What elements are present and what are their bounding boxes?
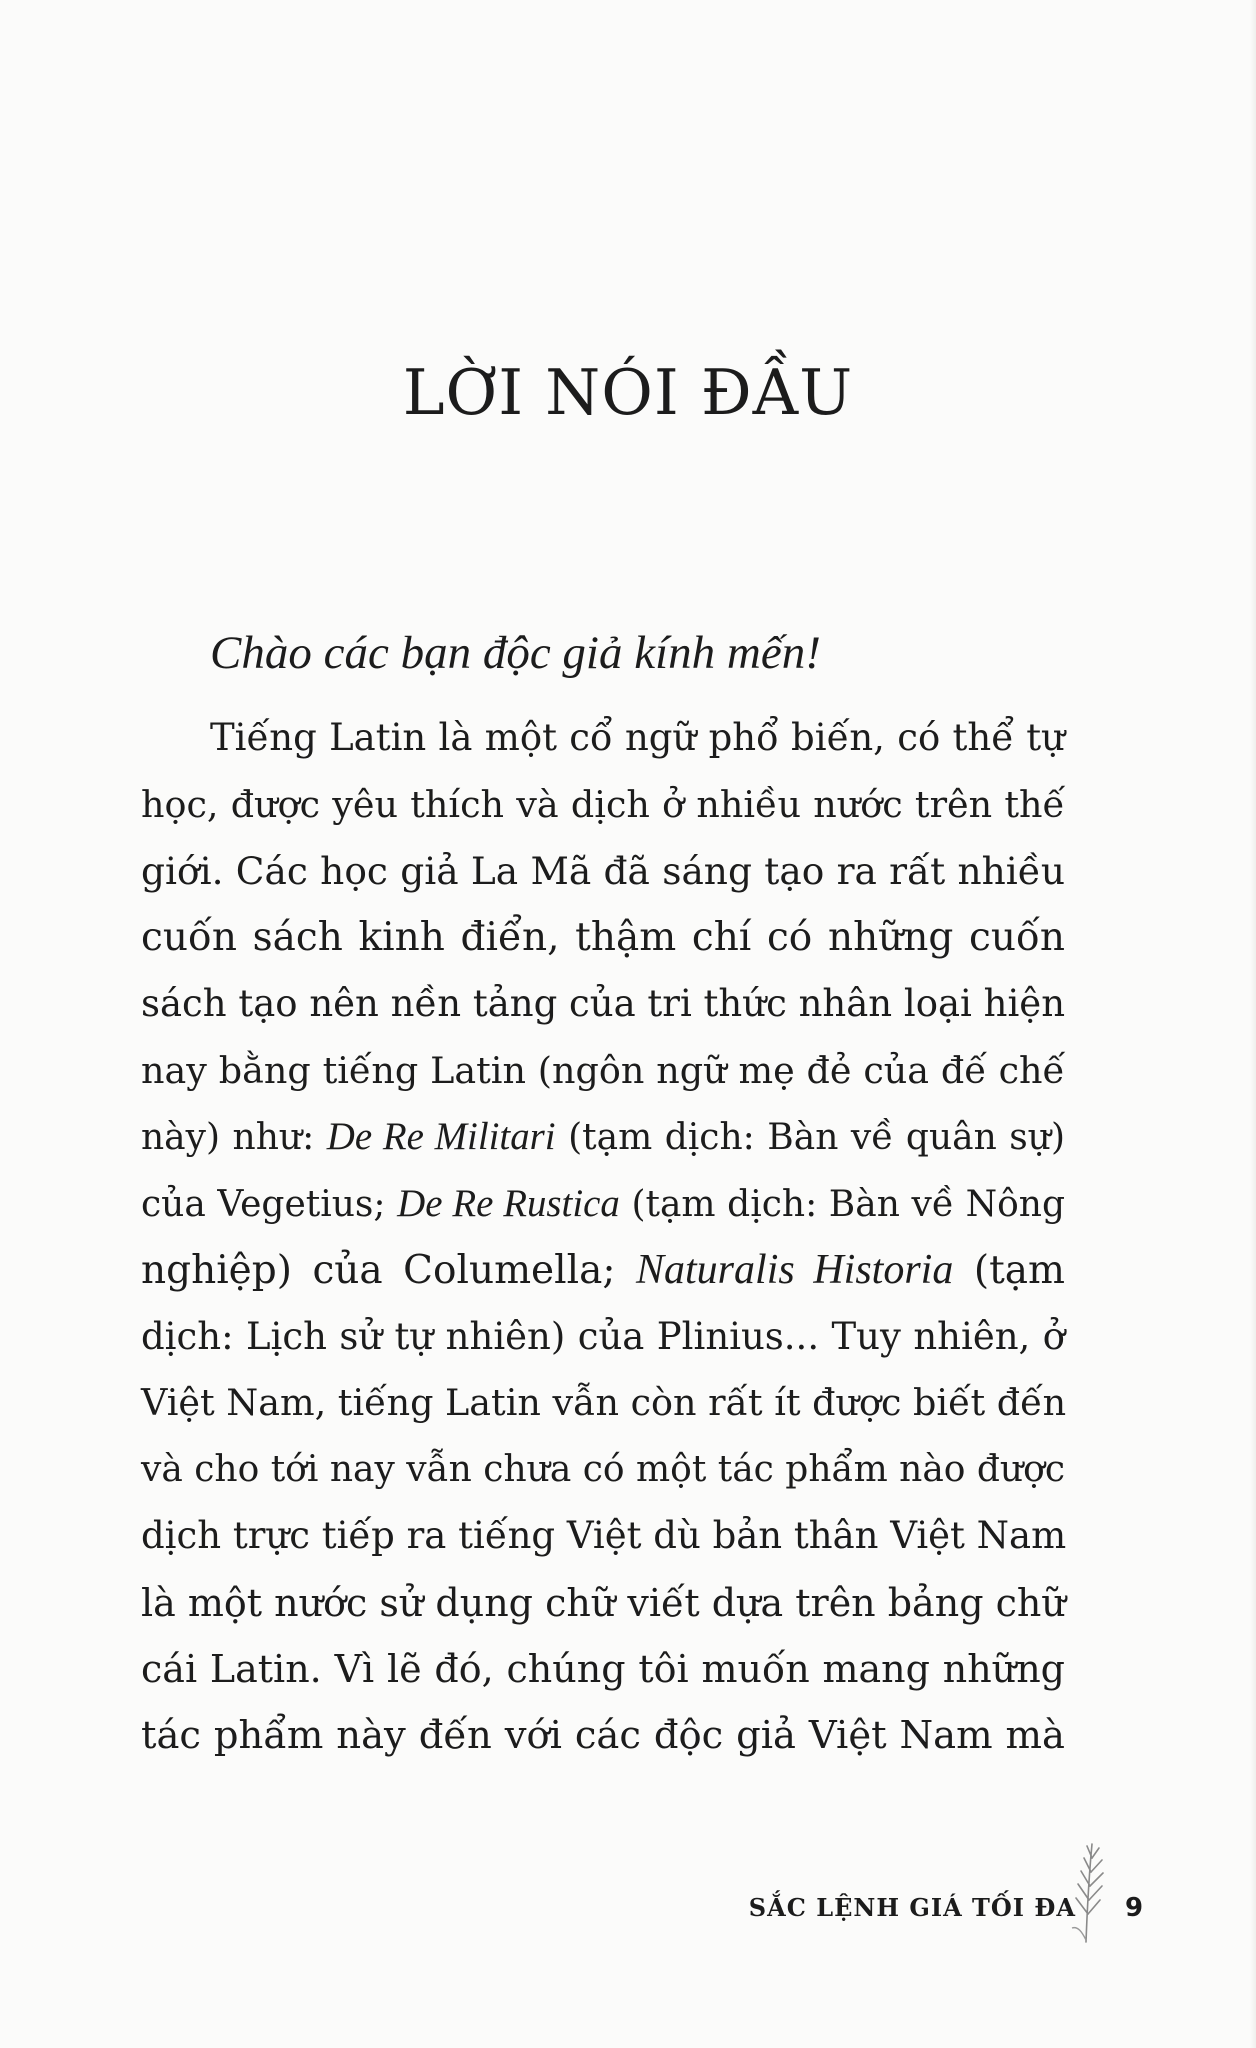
page-number: 9 xyxy=(1125,1893,1144,1923)
page-footer xyxy=(0,1886,1256,1930)
text-line: là một nước sử dụng chữ viết dựa trên bảng chữ xyxy=(141,1580,1066,1625)
line-text: của Vegetius; xyxy=(141,1183,398,1225)
text-line: dịch trực tiếp ra tiếng Việt dù bản thân Việt Nam xyxy=(141,1514,1067,1557)
text-line: nay bằng tiếng Latin (ngôn ngữ mẹ đẻ của đế chế xyxy=(141,1048,1065,1092)
greeting: Chào các bạn độc giả kính mến! xyxy=(210,627,821,679)
italic-title: Naturalis Historia xyxy=(636,1247,954,1293)
text-line: cuốn sách kinh điển, thậm chí có những cuốn xyxy=(141,914,1065,960)
text-line: sách tạo nên nền tảng của tri thức nhân loại hiện xyxy=(141,982,1066,1025)
chapter-title: LỜI NÓI ĐẦU xyxy=(402,356,854,429)
text-line xyxy=(141,1104,1065,1171)
text-line: học, được yêu thích và dịch ở nhiều nước trên thế xyxy=(141,782,1065,826)
text-line: tác phẩm này đến với các độc giả Việt Nam mà xyxy=(141,1712,1065,1758)
text-line: cái Latin. Vì lẽ đó, chúng tôi muốn mang những xyxy=(141,1647,1065,1691)
page-edge-shadow xyxy=(1250,0,1256,2048)
line-text: (tạm dịch: Bàn về Nông xyxy=(619,1183,1065,1225)
text-line: dịch: Lịch sử tự nhiên) của Plinius... Tuy nhiên, ở xyxy=(141,1314,1065,1358)
line-text: (tạm dịch: Bàn về quân sự) xyxy=(555,1117,1065,1158)
text-line xyxy=(141,1171,1065,1238)
text-line: Tiếng Latin là một cổ ngữ phổ biến, có thể tự xyxy=(210,716,1065,759)
wheat-sprig-icon xyxy=(1062,1836,1112,1946)
line-text: nghiệp) của Columella; xyxy=(141,1248,636,1293)
text-line: Việt Nam, tiếng Latin vẫn còn rất ít được biết đến xyxy=(141,1381,1067,1424)
line-text: này) như: xyxy=(141,1117,327,1158)
text-line: giới. Các học giả La Mã đã sáng tạo ra rất nhiều xyxy=(141,849,1065,893)
line-text: (tạm xyxy=(953,1248,1065,1293)
text-line xyxy=(141,1237,1065,1304)
italic-title: De Re Rustica xyxy=(397,1181,620,1225)
running-title: SẮC LỆNH GIÁ TỐI ĐA xyxy=(748,1893,1076,1922)
text-line: và cho tới nay vẫn chưa có một tác phẩm nào được xyxy=(141,1448,1065,1490)
body-paragraph xyxy=(141,705,1065,1769)
italic-title: De Re Militari xyxy=(326,1115,556,1158)
